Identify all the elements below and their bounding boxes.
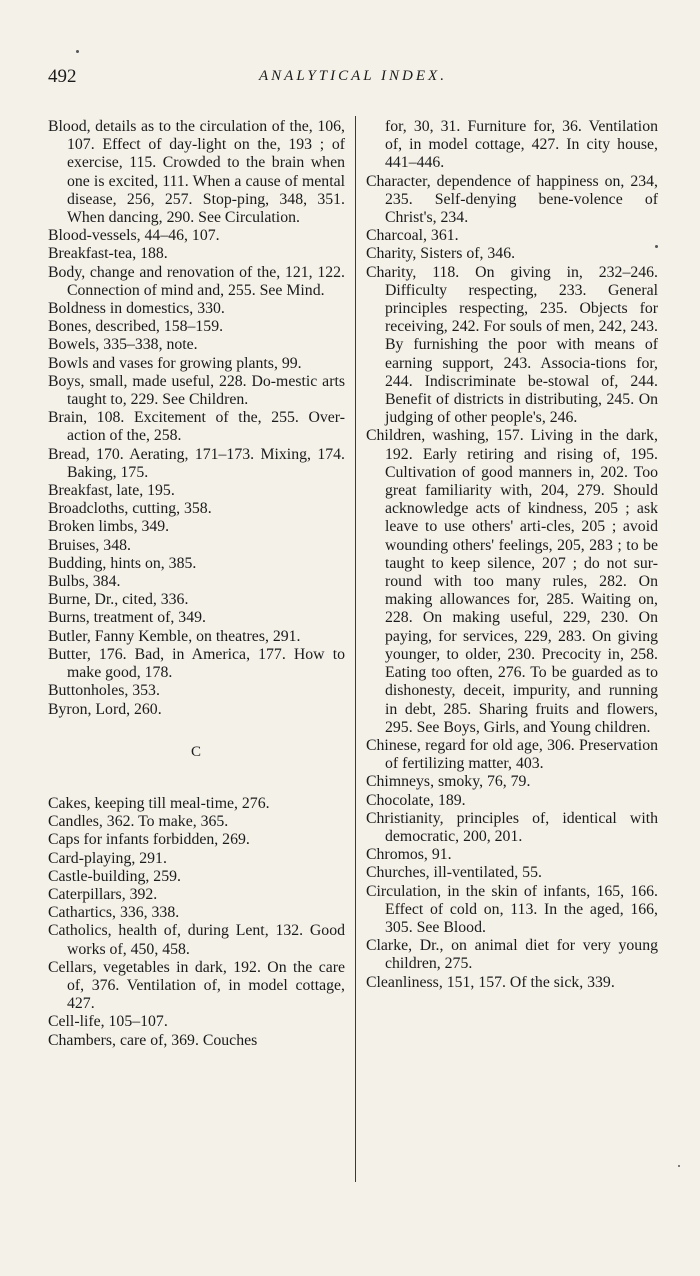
index-entry: Children, washing, 157. Living in the dark, 192. Early retiring and rising of, 195. Cultivation of good manners in, 202. Too great familiarity with, 204, 279. Should acknowledge acts of kindness, 205 ; ask leave to use others' arti-cles, 205 ; avoid wounding others' feelings, 205, 283 ; to be taught to keep silence, 207 ; do not sur-round with too many rules, 282. On making allowances for, 285. Waiting on, 228. On making useful, 229, 230. On paying, for services, 229, 283. On giving younger, to older, 230. Precocity in, 258. Eating too often, 276. To be guarded as to dishonesty, deceit, impurity, and running in debt, 285. Sharing fruits and flowers, 295. See Boys, Girls, and Young children. xyxy=(366,427,658,736)
page-number: 492 xyxy=(48,66,77,87)
index-entry: Cell-life, 105–107. xyxy=(48,1013,168,1031)
index-entry: Character, dependence of happiness on, 234, 235. Self-denying bene-volence of Christ's, 234. xyxy=(366,172,658,227)
index-entry: Cakes, keeping till meal-time, 276. xyxy=(48,794,270,812)
index-entry: Broken limbs, 349. xyxy=(48,518,170,536)
continued-entry: for, 30, 31. Furniture for, 36. Ventilation of, in model cottage, 427. In city house, 441–446. xyxy=(385,118,658,172)
index-entry: Blood-vessels, 44–46, 107. xyxy=(48,227,220,245)
index-entry: Charcoal, 361. xyxy=(366,227,459,245)
index-entry: Boys, small, made useful, 228. Do-mestic arts taught to, 229. See Children. xyxy=(48,372,345,409)
running-head: ANALYTICAL INDEX. xyxy=(259,68,447,84)
print-speck xyxy=(678,1165,680,1167)
index-entry: Clarke, Dr., on animal diet for very young children, 275. xyxy=(366,937,658,973)
index-entry: Breakfast-tea, 188. xyxy=(48,245,168,263)
index-entry: Candles, 362. To make, 365. xyxy=(48,813,229,831)
index-entry: Bowls and vases for growing plants, 99. xyxy=(48,354,302,372)
right-column xyxy=(366,118,658,992)
index-entry: Budding, hints on, 385. xyxy=(48,554,197,572)
index-entry: Chambers, care of, 369. Couches xyxy=(48,1031,258,1049)
index-entry: Buttonholes, 353. xyxy=(48,682,160,700)
left-column xyxy=(48,118,345,1050)
column-divider xyxy=(355,116,356,1182)
index-entry: Brain, 108. Excitement of the, 255. Over-action of the, 258. xyxy=(48,409,345,445)
index-entry: Body, change and renovation of the, 121, 122. Connection of mind and, 255. See Mind. xyxy=(48,263,345,299)
index-entry: Charity, 118. On giving in, 232–246. Difficulty respecting, 233. General principles respecting, 235. Objects for receiving, 242. For souls of men, 242, 243. By furnishing the poor with means of earning support, 243. Associa-tions for, 244. Indiscriminate be-stowal of, 244. Benefit of districts in distributing, 245. On judging of other people's, 246. xyxy=(366,263,658,427)
index-entry: Bowels, 335–338, note. xyxy=(48,336,198,354)
index-entry: Cleanliness, 151, 157. Of the sick, 339. xyxy=(366,973,615,991)
index-entry: Circulation, in the skin of infants, 165, 166. Effect of cold on, 113. In the aged, 166, 305. See Blood. xyxy=(366,882,658,936)
index-entry: Breakfast, late, 195. xyxy=(48,482,175,500)
index-entry: Chromos, 91. xyxy=(366,846,452,864)
index-entry: Bruises, 348. xyxy=(48,536,131,554)
index-entry: Boldness in domestics, 330. xyxy=(48,300,225,318)
index-entry: Burns, treatment of, 349. xyxy=(48,609,206,627)
page-header xyxy=(48,66,658,96)
index-entry: Broadcloths, cutting, 358. xyxy=(48,500,212,518)
index-entry: Chocolate, 189. xyxy=(366,791,466,809)
index-entry: Burne, Dr., cited, 336. xyxy=(48,591,189,609)
index-entry: Byron, Lord, 260. xyxy=(48,700,162,718)
index-entry: Bones, described, 158–159. xyxy=(48,318,224,336)
index-entry: Cellars, vegetables in dark, 192. On the care of, 376. Ventilation of, in model cottage, 427. xyxy=(48,958,345,1013)
index-entry: Churches, ill-ventilated, 55. xyxy=(366,864,542,882)
index-entry: Chinese, regard for old age, 306. Preservation of fertilizing matter, 403. xyxy=(366,736,658,773)
index-entry: Caterpillars, 392. xyxy=(48,885,158,903)
index-entry: Chimneys, smoky, 76, 79. xyxy=(366,773,531,791)
entries-c-first xyxy=(48,795,345,1050)
index-entry: Bulbs, 384. xyxy=(48,573,121,591)
index-entry: Charity, Sisters of, 346. xyxy=(366,245,516,263)
index-entry: Cathartics, 336, 338. xyxy=(48,904,180,922)
entries-b xyxy=(48,118,345,719)
index-entry: Bread, 170. Aerating, 171–173. Mixing, 174. Baking, 175. xyxy=(48,445,345,481)
index-entry: Christianity, principles of, identical with democratic, 200, 201. xyxy=(366,809,658,845)
print-speck xyxy=(655,245,658,248)
index-entry: Caps for infants forbidden, 269. xyxy=(48,831,250,849)
section-letter-c: C xyxy=(190,743,202,760)
index-entry: Butter, 176. Bad, in America, 177. How to make good, 178. xyxy=(48,645,345,682)
index-entry: Blood, details as to the circulation of the, 106, 107. Effect of day-light on the, 193 ; of exercise, 115. Crowded to the brain when one is excited, 111. When a cause of mental disease, 256, 257. Stop-ping, 348, 351. When dancing, 290. See Circulation. xyxy=(48,118,345,227)
entries-c-second xyxy=(366,173,658,992)
index-entry: Castle-building, 259. xyxy=(48,867,181,885)
index-entry: Butler, Fanny Kemble, on theatres, 291. xyxy=(48,627,301,645)
index-entry: Card-playing, 291. xyxy=(48,849,167,867)
index-entry: Catholics, health of, during Lent, 132. Good works of, 450, 458. xyxy=(48,922,345,958)
print-speck xyxy=(76,50,79,53)
